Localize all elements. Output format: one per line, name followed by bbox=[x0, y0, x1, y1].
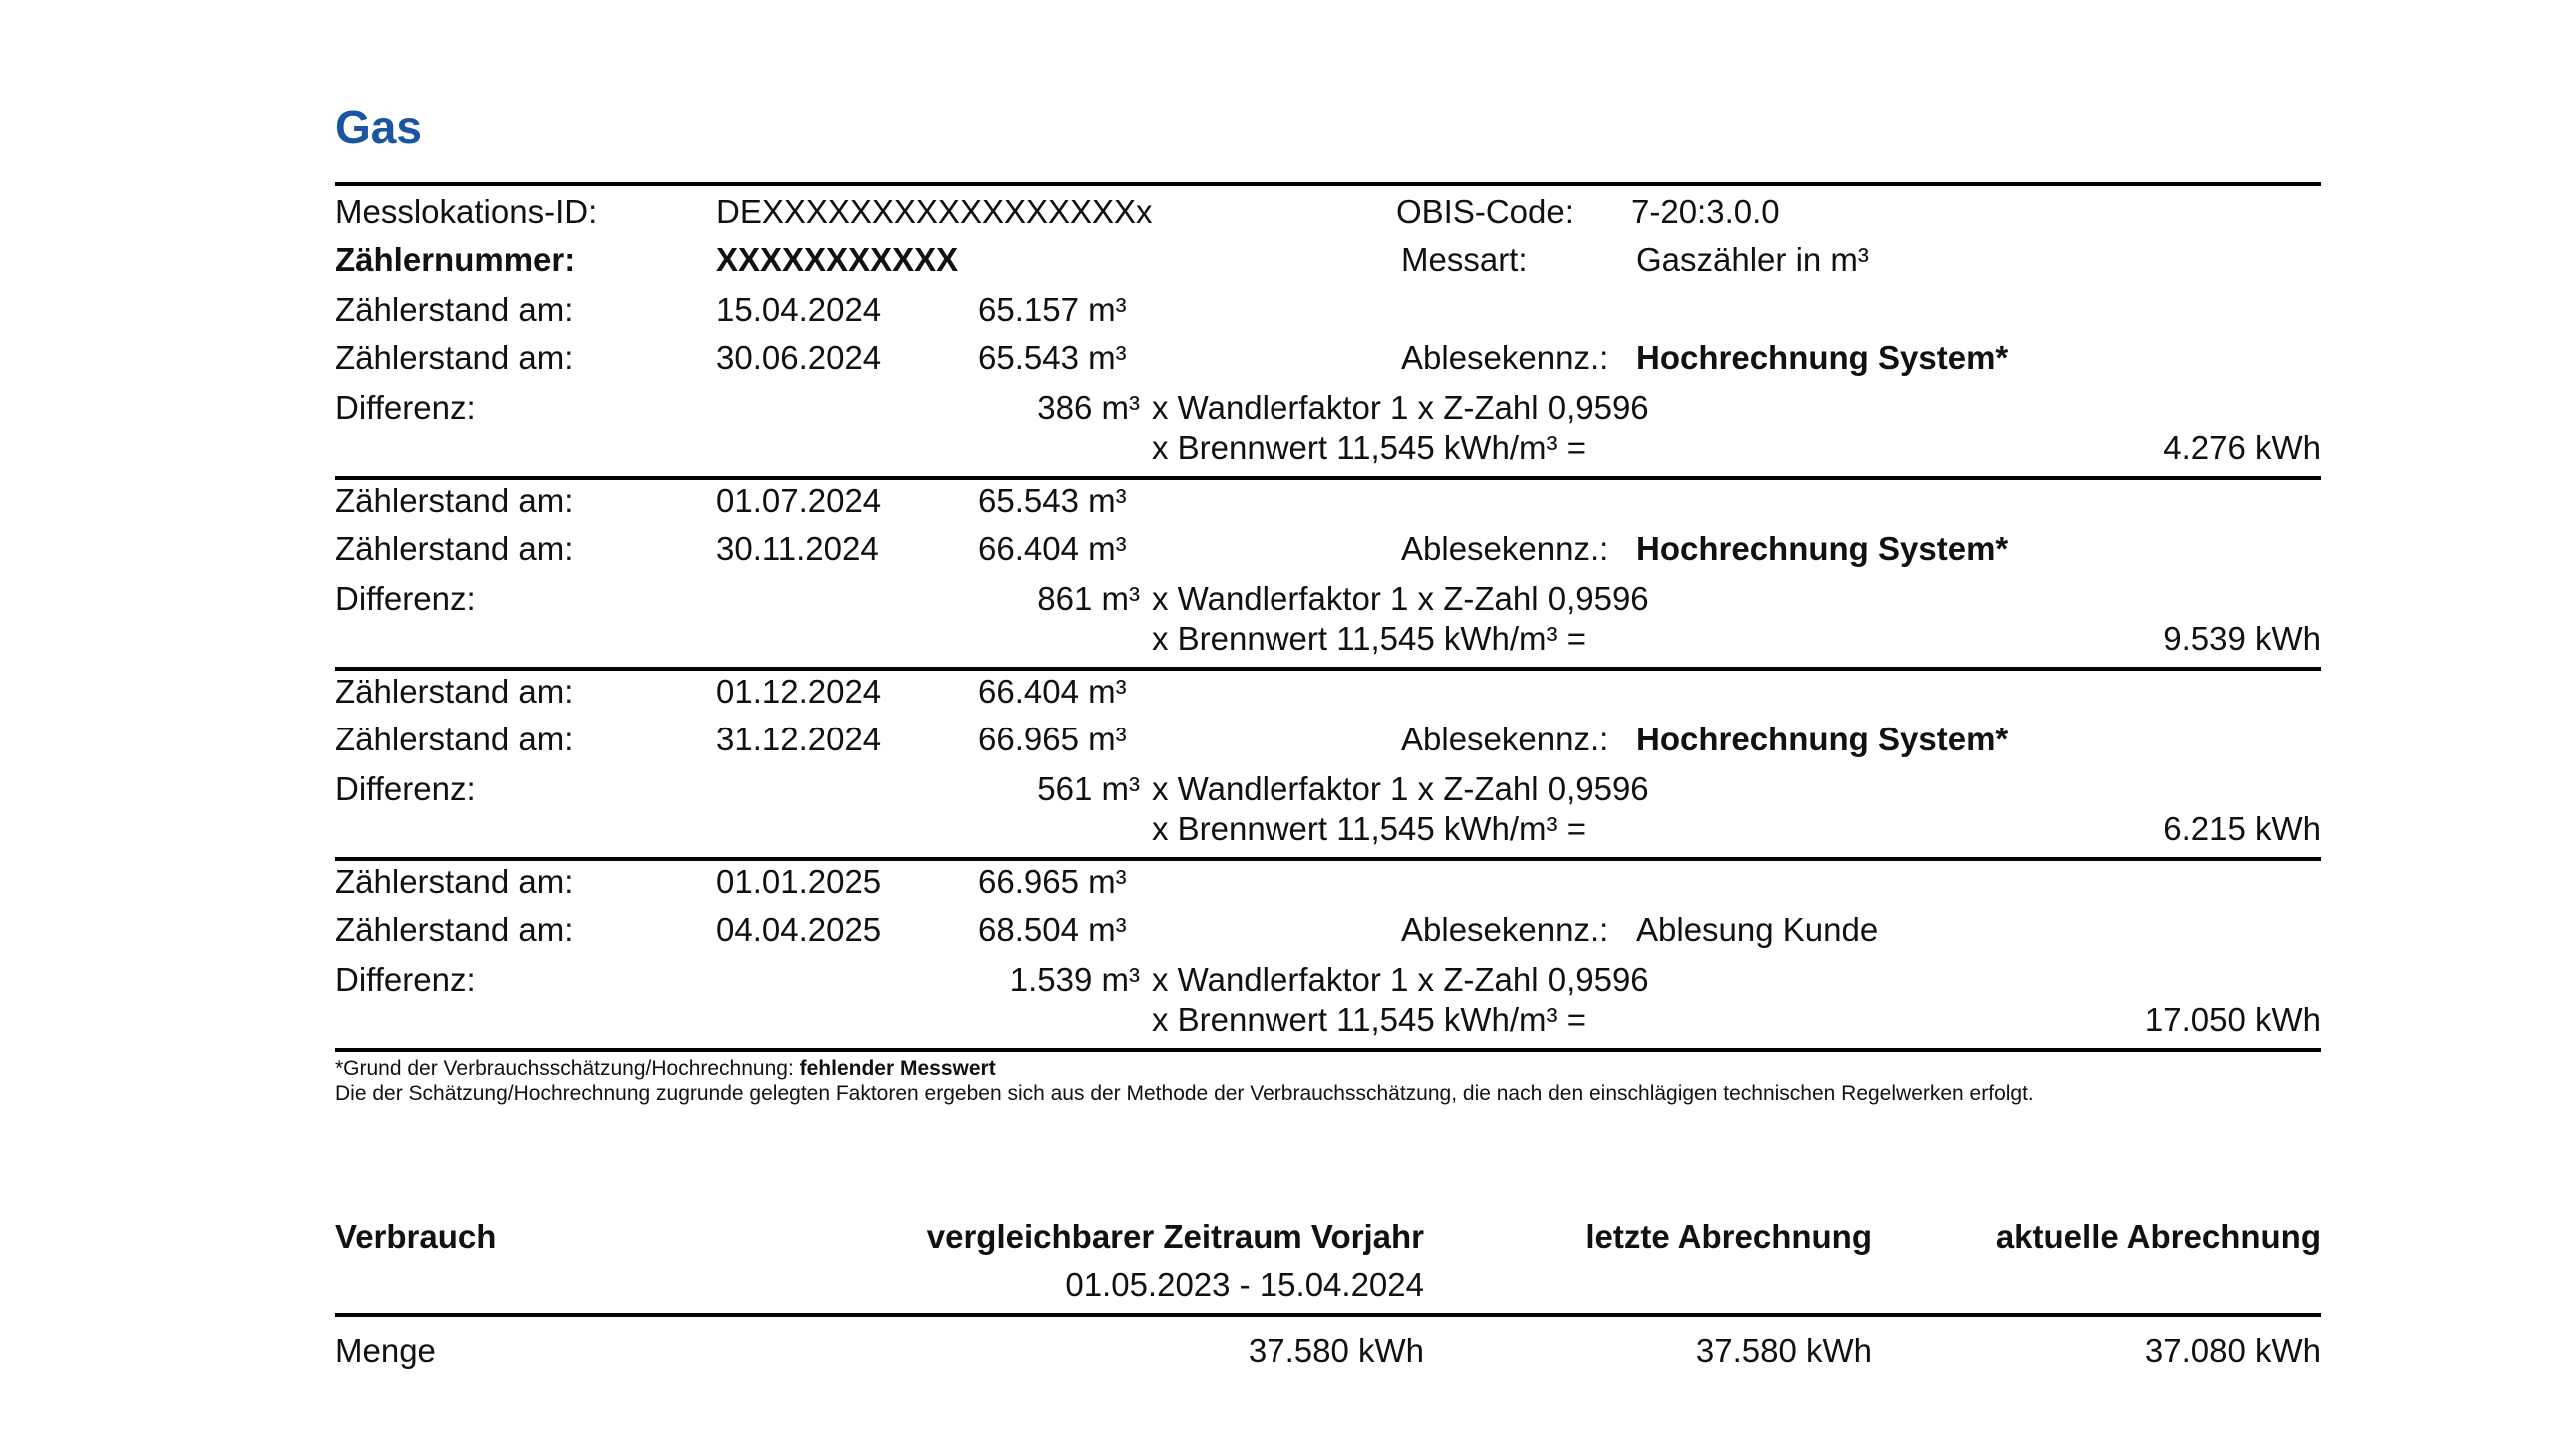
zaehlerstand-label: Zählerstand am: bbox=[335, 530, 574, 567]
zaehlerstand-label: Zählerstand am: bbox=[335, 339, 574, 376]
footnote-method: Die der Schätzung/Hochrechnung zugrunde gelegten Faktoren ergeben sich aus der Methode der Verbrauchsschätzung, die nach den einschlägigen technischen Regelwerken erfolgt. bbox=[335, 1082, 2034, 1105]
end-date: 30.06.2024 bbox=[716, 339, 882, 376]
difference-value: 561 m³ bbox=[1037, 770, 1140, 807]
col-vorjahr: vergleichbarer Zeitraum Vorjahr bbox=[926, 1218, 1424, 1255]
vorjahr-period: 01.05.2023 - 15.04.2024 bbox=[1065, 1266, 1424, 1303]
difference-value: 1.539 m³ bbox=[1009, 961, 1140, 998]
obis-value: 7-20:3.0.0 bbox=[1631, 193, 1780, 230]
conversion-factors: x Wandlerfaktor 1 x Z-Zahl 0,9596 bbox=[1152, 770, 1649, 807]
end-date: 30.11.2024 bbox=[716, 530, 879, 567]
end-date: 04.04.2025 bbox=[716, 911, 882, 948]
divider bbox=[335, 182, 2321, 186]
end-value: 66.965 m³ bbox=[978, 721, 1127, 757]
messlokation-value: DEXXXXXXXXXXXXXXXXXx bbox=[716, 193, 1153, 230]
menge-label: Menge bbox=[335, 1332, 436, 1369]
zaehlerstand-label: Zählerstand am: bbox=[335, 673, 574, 710]
brennwert: x Brennwert 11,545 kWh/m³ = bbox=[1152, 429, 1586, 466]
col-aktuelle: aktuelle Abrechnung bbox=[1995, 1218, 2321, 1255]
difference-value: 861 m³ bbox=[1037, 580, 1140, 617]
energy-kwh: 9.539 kWh bbox=[2163, 620, 2321, 657]
zaehlerstand-label: Zählerstand am: bbox=[335, 863, 574, 900]
ablesekennz-value: Hochrechnung System* bbox=[1636, 721, 2009, 757]
start-date: 01.07.2024 bbox=[716, 482, 882, 519]
ablesekennz-label: Ablesekennz.: bbox=[1401, 911, 1609, 948]
menge-letzte: 37.580 kWh bbox=[1695, 1332, 1872, 1369]
zaehlerstand-label: Zählerstand am: bbox=[335, 721, 574, 757]
ablesekennz-value: Hochrechnung System* bbox=[1636, 530, 2009, 567]
start-value: 65.157 m³ bbox=[978, 291, 1127, 328]
ablesekennz-value: Hochrechnung System* bbox=[1636, 339, 2009, 376]
ablesekennz-label: Ablesekennz.: bbox=[1401, 721, 1609, 757]
end-value: 68.504 m³ bbox=[978, 911, 1127, 948]
differenz-label: Differenz: bbox=[335, 961, 476, 998]
ablesekennz-value: Ablesung Kunde bbox=[1636, 911, 1879, 948]
brennwert: x Brennwert 11,545 kWh/m³ = bbox=[1152, 620, 1586, 657]
zaehlerstand-label: Zählerstand am: bbox=[335, 911, 574, 948]
messlokation-label: Messlokations-ID: bbox=[335, 193, 598, 230]
footnote-reason-label: *Grund der Verbrauchsschätzung/Hochrechnung: bbox=[335, 1057, 800, 1080]
divider bbox=[335, 476, 2321, 480]
divider bbox=[335, 857, 2321, 861]
conversion-factors: x Wandlerfaktor 1 x Z-Zahl 0,9596 bbox=[1152, 961, 1649, 998]
menge-vorjahr: 37.580 kWh bbox=[1248, 1332, 1424, 1369]
divider bbox=[335, 1048, 2321, 1052]
differenz-label: Differenz: bbox=[335, 389, 476, 426]
zaehlernummer-value: XXXXXXXXXXX bbox=[716, 241, 959, 278]
col-verbrauch: Verbrauch bbox=[335, 1218, 497, 1255]
differenz-label: Differenz: bbox=[335, 580, 476, 617]
conversion-factors: x Wandlerfaktor 1 x Z-Zahl 0,9596 bbox=[1152, 580, 1649, 617]
start-date: 01.12.2024 bbox=[716, 673, 882, 710]
ablesekennz-label: Ablesekennz.: bbox=[1401, 530, 1609, 567]
conversion-factors: x Wandlerfaktor 1 x Z-Zahl 0,9596 bbox=[1152, 389, 1649, 426]
divider bbox=[335, 667, 2321, 671]
footnote-reason: fehlender Messwert bbox=[799, 1057, 996, 1080]
differenz-label: Differenz: bbox=[335, 770, 476, 807]
divider bbox=[335, 1313, 2321, 1317]
energy-kwh: 17.050 kWh bbox=[2144, 1001, 2321, 1038]
col-letzte: letzte Abrechnung bbox=[1585, 1218, 1872, 1255]
end-value: 65.543 m³ bbox=[978, 339, 1127, 376]
energy-kwh: 4.276 kWh bbox=[2163, 429, 2321, 466]
zaehlerstand-label: Zählerstand am: bbox=[335, 482, 574, 519]
menge-aktuelle: 37.080 kWh bbox=[2144, 1332, 2321, 1369]
end-value: 66.404 m³ bbox=[978, 530, 1127, 567]
zaehlernummer-label: Zählernummer: bbox=[335, 241, 576, 278]
start-date: 01.01.2025 bbox=[716, 863, 882, 900]
messart-label: Messart: bbox=[1401, 241, 1528, 278]
brennwert: x Brennwert 11,545 kWh/m³ = bbox=[1152, 810, 1586, 847]
section-title: Gas bbox=[335, 101, 422, 153]
zaehlerstand-label: Zählerstand am: bbox=[335, 291, 574, 328]
end-date: 31.12.2024 bbox=[716, 721, 882, 757]
start-date: 15.04.2024 bbox=[716, 291, 882, 328]
start-value: 66.404 m³ bbox=[978, 673, 1127, 710]
start-value: 65.543 m³ bbox=[978, 482, 1127, 519]
difference-value: 386 m³ bbox=[1037, 389, 1140, 426]
start-value: 66.965 m³ bbox=[978, 863, 1127, 900]
obis-label: OBIS-Code: bbox=[1396, 193, 1574, 230]
ablesekennz-label: Ablesekennz.: bbox=[1401, 339, 1609, 376]
energy-kwh: 6.215 kWh bbox=[2163, 810, 2321, 847]
messart-value: Gaszähler in m³ bbox=[1636, 241, 1869, 278]
brennwert: x Brennwert 11,545 kWh/m³ = bbox=[1152, 1001, 1586, 1038]
